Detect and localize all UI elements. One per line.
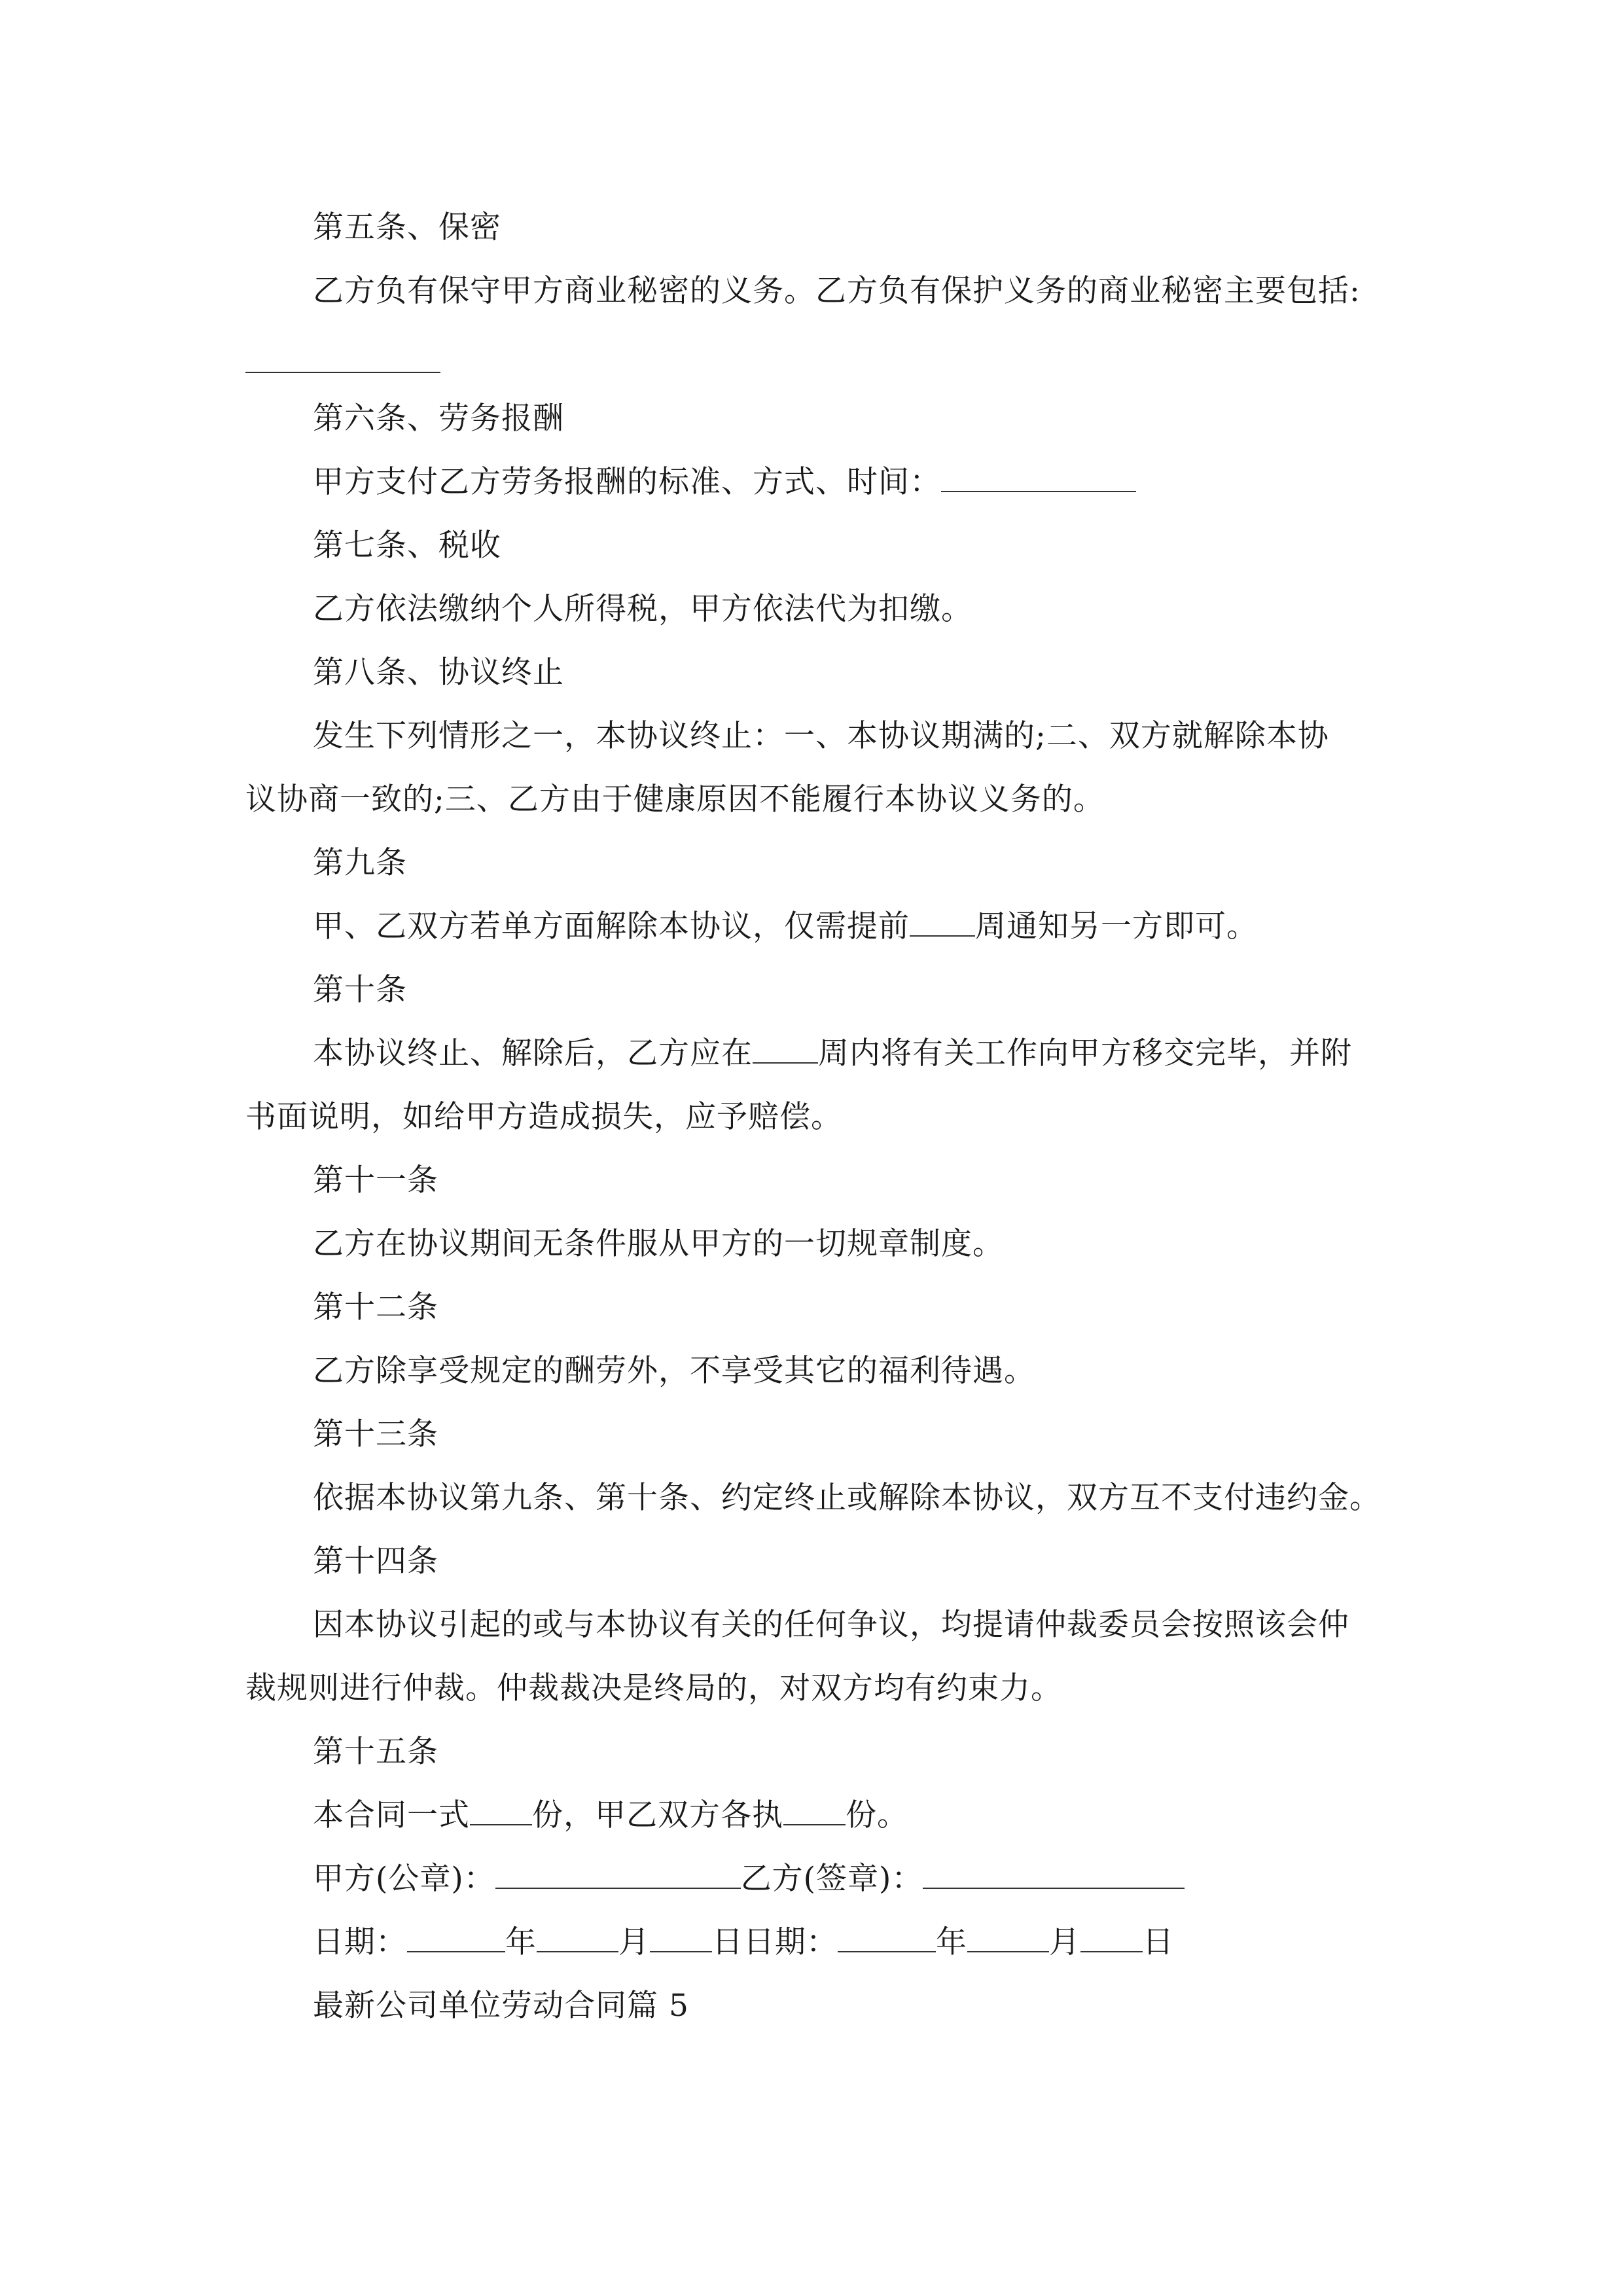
month-label: 月	[1049, 1924, 1080, 1960]
blank-b-day	[1080, 1925, 1143, 1952]
article-13-heading: 第十三条	[313, 1416, 438, 1452]
article-5-text: 乙方负有保守甲方商业秘密的义务。乙方负有保护义务的商业秘密主要包括:	[313, 273, 1361, 309]
blank-notice-weeks	[910, 909, 975, 937]
next-section-title: 最新公司单位劳动合同篇 5	[313, 1988, 689, 2024]
blank-party-b-sign	[923, 1861, 1185, 1889]
article-9-heading: 第九条	[313, 845, 407, 881]
article-10-heading: 第十条	[313, 972, 407, 1008]
article-6-text	[313, 463, 1136, 502]
article-15-text	[313, 1796, 908, 1835]
article-10-text-1	[313, 1034, 1352, 1073]
party-a-seal-label: 甲方(公章)：	[313, 1861, 495, 1897]
party-b-date-label: 日日期：	[712, 1924, 838, 1960]
year-label: 年	[936, 1924, 967, 1960]
article-14-text-2: 裁规则进行仲裁。仲裁裁决是终局的，对双方均有约束力。	[245, 1670, 1062, 1706]
blank-copies-each	[783, 1798, 846, 1825]
article-7-text: 乙方依法缴纳个人所得税，甲方依法代为扣缴。	[313, 591, 972, 627]
article-15-heading: 第十五条	[313, 1734, 438, 1770]
blank-trade-secrets	[245, 372, 440, 373]
blank-a-month	[537, 1925, 618, 1952]
article-15-text-c: 份。	[846, 1797, 908, 1833]
blank-b-month	[967, 1925, 1049, 1952]
article-7-heading: 第七条、税收	[313, 528, 501, 564]
date-line	[313, 1923, 1174, 1962]
blank-a-day	[650, 1925, 712, 1952]
signature-line	[313, 1859, 1185, 1899]
article-10-text-a: 本协议终止、解除后，乙方应在	[313, 1035, 753, 1071]
article-8-heading: 第八条、协议终止	[313, 655, 564, 691]
article-14-text-1: 因本协议引起的或与本协议有关的任何争议，均提请仲裁委员会按照该会仲	[313, 1607, 1349, 1643]
blank-a-year	[407, 1925, 505, 1952]
year-label: 年	[505, 1924, 537, 1960]
article-14-heading: 第十四条	[313, 1543, 438, 1579]
blank-handover-weeks	[753, 1036, 818, 1064]
article-5-heading: 第五条、保密	[313, 209, 501, 245]
article-15-text-a: 本合同一式	[313, 1797, 470, 1833]
blank-copies-total	[470, 1798, 532, 1825]
article-9-text-b: 周通知另一方即可。	[975, 908, 1258, 944]
article-9-text-a: 甲、乙双方若单方面解除本协议，仅需提前	[313, 908, 910, 944]
month-label: 月	[618, 1924, 650, 1960]
article-13-text: 依据本协议第九条、第十条、约定终止或解除本协议，双方互不支付违约金。	[313, 1480, 1381, 1516]
article-8-text-1: 发生下列情形之一，本协议终止：一、本协议期满的;二、双方就解除本协	[313, 718, 1329, 754]
article-6-heading: 第六条、劳务报酬	[313, 401, 564, 437]
article-10-text-2: 书面说明，如给甲方造成损失，应予赔偿。	[245, 1099, 842, 1135]
blank-b-year	[838, 1925, 936, 1952]
article-12-heading: 第十二条	[313, 1289, 438, 1325]
article-15-text-b: 份，甲乙双方各执	[532, 1797, 783, 1833]
article-9-text	[313, 907, 1258, 946]
article-11-heading: 第十一条	[313, 1162, 438, 1198]
article-8-text-2: 议协商一致的;三、乙方由于健康原因不能履行本协议义务的。	[245, 781, 1105, 817]
party-a-date-label: 日期：	[313, 1924, 407, 1960]
article-10-text-b: 周内将有关工作向甲方移交完毕，并附	[818, 1035, 1352, 1071]
blank-remuneration	[941, 465, 1136, 492]
article-12-text: 乙方除享受规定的酬劳外，不享受其它的福利待遇。	[313, 1353, 1035, 1389]
article-11-text: 乙方在协议期间无条件服从甲方的一切规章制度。	[313, 1226, 1004, 1262]
party-b-sign-label: 乙方(签章)：	[740, 1861, 923, 1897]
article-6-text-label: 甲方支付乙方劳务报酬的标准、方式、时间：	[313, 464, 941, 500]
day-label: 日	[1143, 1924, 1174, 1960]
blank-party-a-seal	[495, 1861, 741, 1889]
